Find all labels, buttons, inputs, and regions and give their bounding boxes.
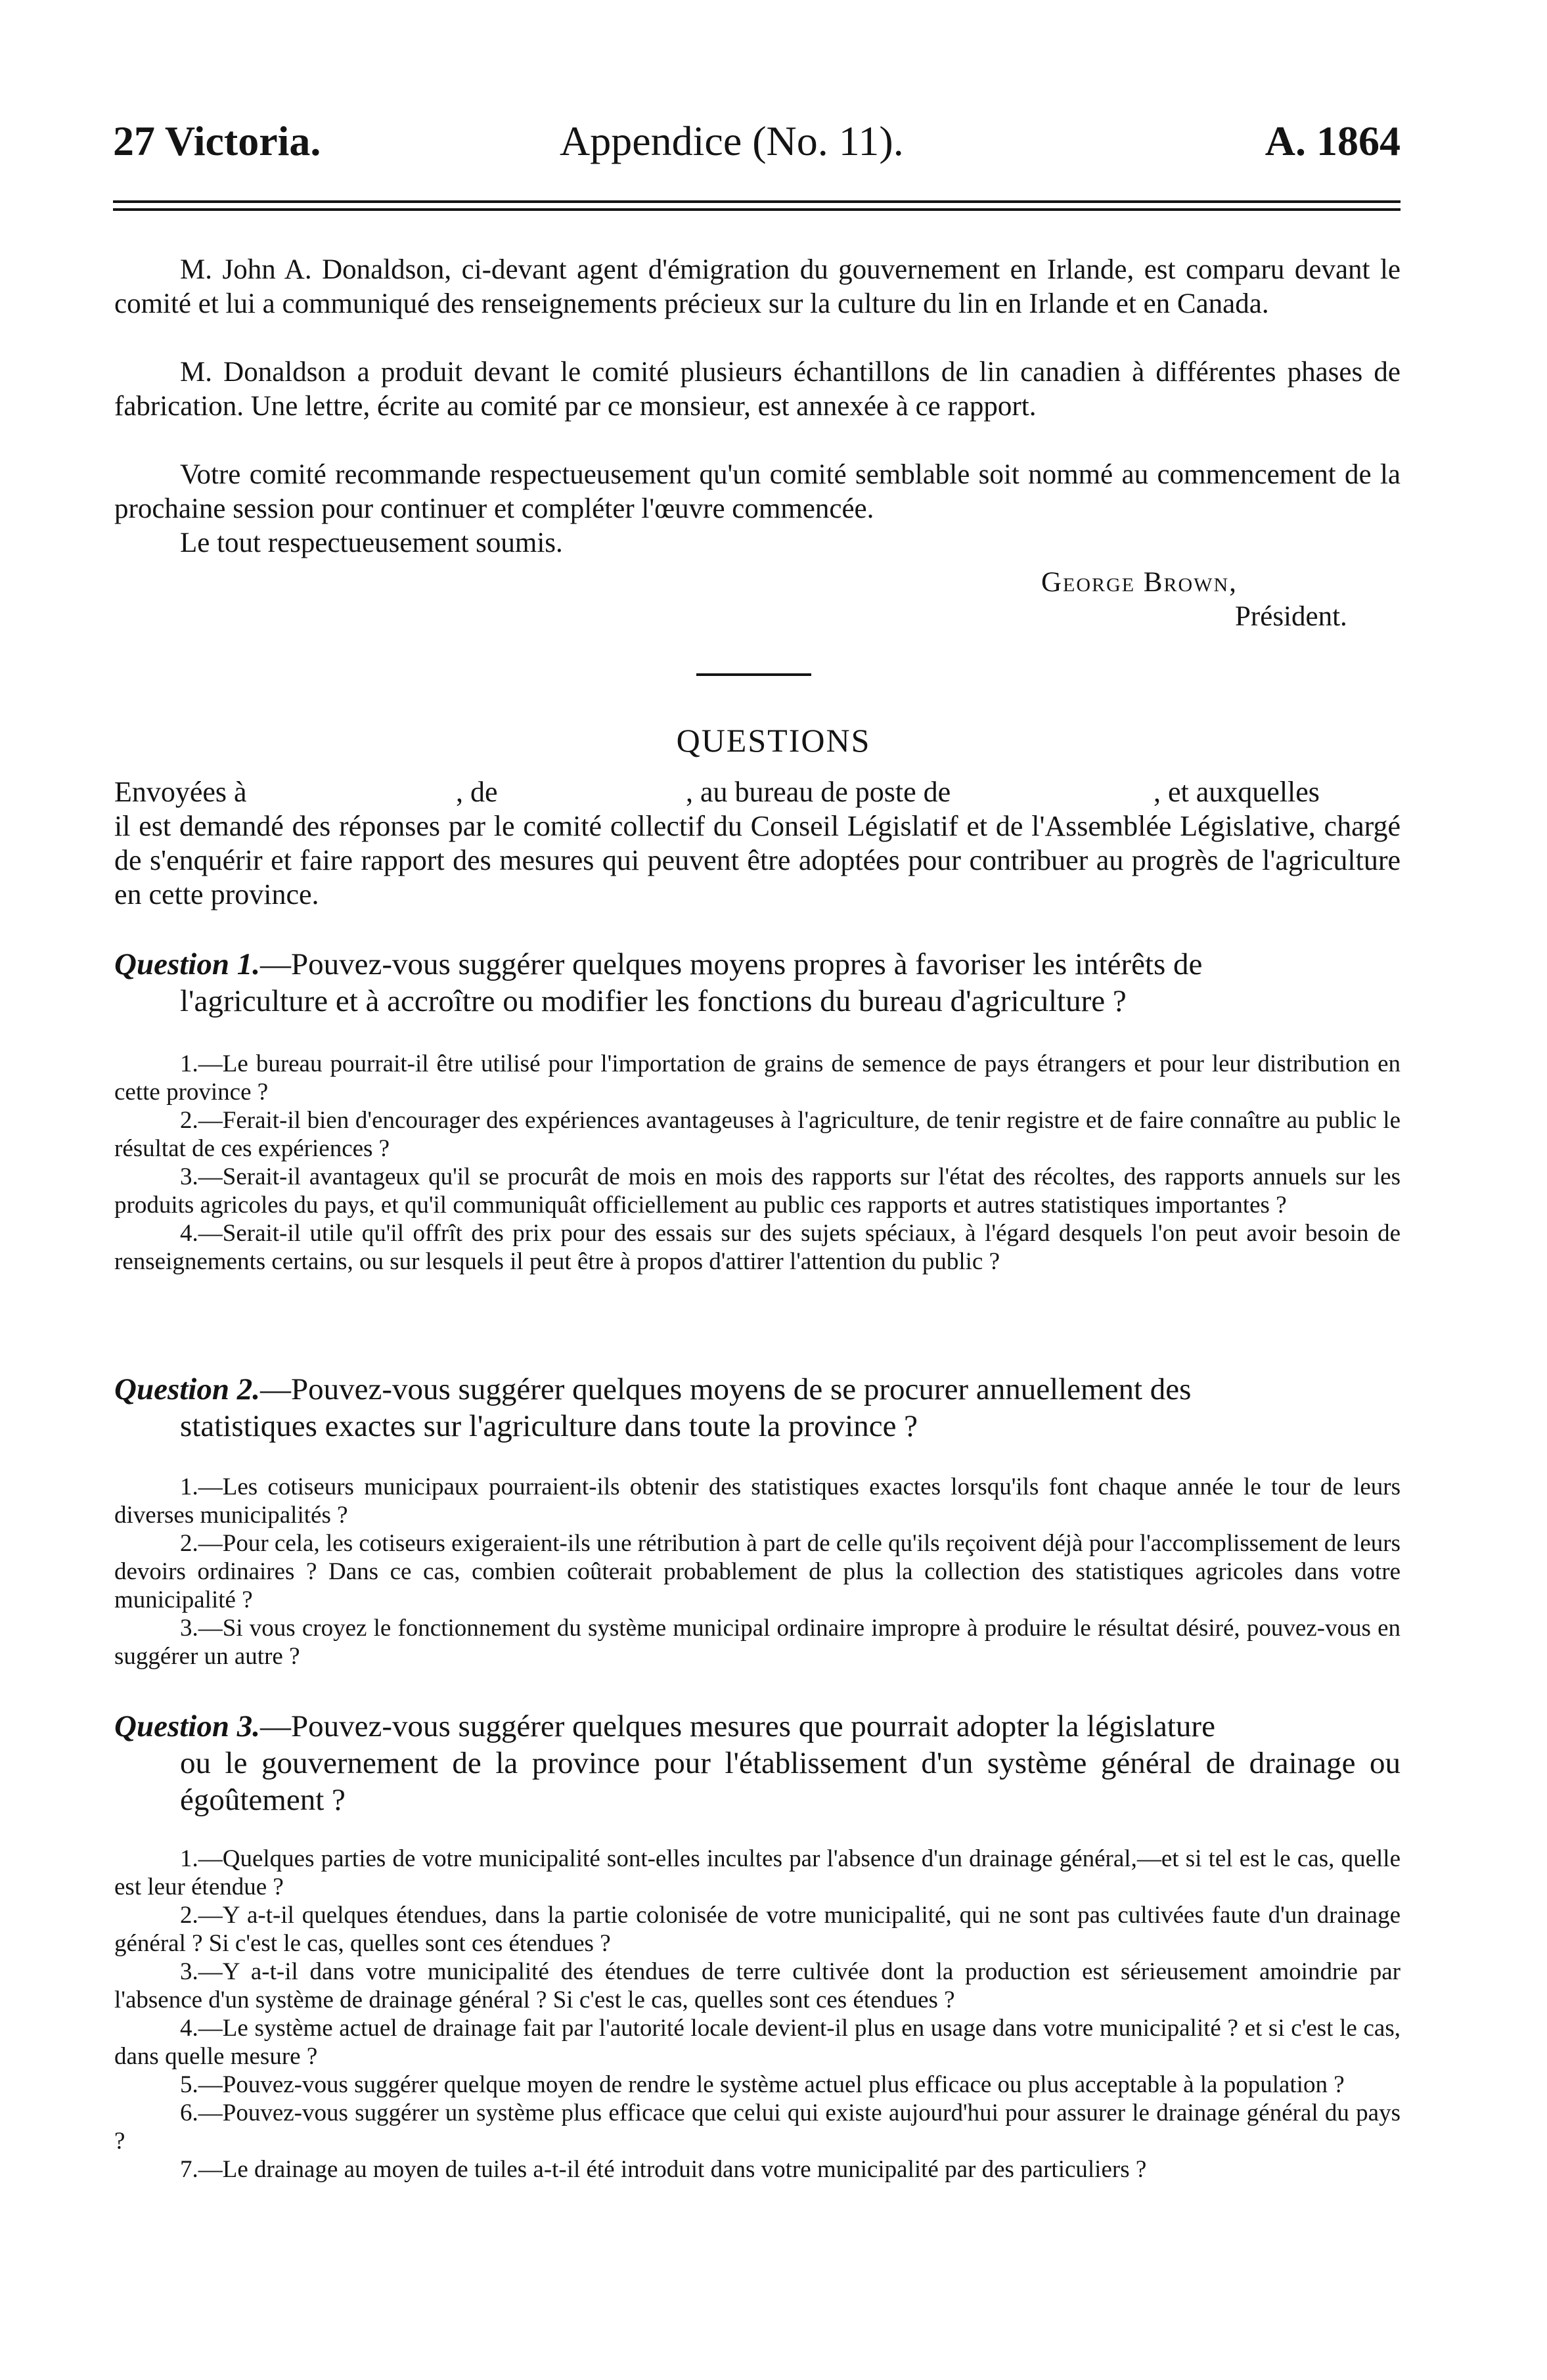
- question-1-heading: [114, 946, 1401, 1020]
- header-year: A. 1864: [1265, 118, 1401, 164]
- question-2-heading: [114, 1371, 1401, 1445]
- question-1-label: Question 1.: [114, 947, 260, 981]
- question-1-text-cont: l'agriculture et à accroître ou modifier les fonctions du bureau d'agriculture ?: [180, 984, 1127, 1018]
- question-1-items: [114, 1050, 1401, 1276]
- sent-to-first-line: [114, 775, 1401, 809]
- question-3-heading: [114, 1708, 1401, 1818]
- header-rule-top: [113, 200, 1401, 203]
- question-3-text: —Pouvez-vous suggérer quelques mesures que pourrait adopter la législature: [260, 1709, 1215, 1743]
- sent-to-part-3: , au bureau de poste de: [686, 776, 951, 808]
- signature-name: George Brown,: [1041, 567, 1238, 598]
- list-item: 2.—Pour cela, les cotiseurs exigeraient-ils une rétribution à part de celle qu'ils reçoivent déjà pour l'accomplissement de leurs devoirs ordinaires ? Dans ce cas, combien coûterait probablement de plus la collection des statistiques agricoles dans votre municipalité ?: [114, 1530, 1401, 1613]
- question-3-text-cont: ou le gouvernement de la province pour l'établissement d'un système général de drainage ou égoûtement ?: [180, 1746, 1401, 1817]
- question-3-items: [114, 1845, 1401, 2184]
- question-1-text: —Pouvez-vous suggérer quelques moyens propres à favoriser les intérêts de: [260, 947, 1203, 981]
- question-2-text: —Pouvez-vous suggérer quelques moyens de se procurer annuellement des: [260, 1372, 1192, 1406]
- list-item: 6.—Pouvez-vous suggérer un système plus efficace que celui qui existe aujourd'hui pour assurer le drainage général du pays ?: [114, 2099, 1401, 2155]
- list-item: 3.—Si vous croyez le fonctionnement du système municipal ordinaire impropre à produire le résultat désiré, pouvez-vous en suggérer un autre ?: [114, 1615, 1401, 1670]
- list-item: 7.—Le drainage au moyen de tuiles a-t-il été introduit dans votre municipalité par des particuliers ?: [180, 2156, 1147, 2183]
- list-item: 4.—Le système actuel de drainage fait par l'autorité locale devient-il plus en usage dans votre municipalité ? et si c'est le cas, dans quelle mesure ?: [114, 2015, 1401, 2070]
- sent-to-part-1: Envoyées à: [114, 776, 247, 808]
- question-2-items: [114, 1473, 1401, 1671]
- intro-paragraph-3: Votre comité recommande respectueusement qu'un comité semblable soit nommé au commencement de la prochaine session pour continuer et compléter l'œuvre commencée.: [114, 459, 1401, 524]
- intro-paragraph-1: M. John A. Donaldson, ci-devant agent d'émigration du gouvernement en Irlande, est comparu devant le comité et lui a communiqué des renseignements précieux sur la culture du lin en Irlande et en Canada.: [114, 254, 1401, 319]
- list-item: 5.—Pouvez-vous suggérer quelque moyen de rendre le système actuel plus efficace ou plus acceptable à la population ?: [180, 2071, 1345, 2098]
- list-item: 1.—Les cotiseurs municipaux pourraient-ils obtenir des statistiques exactes lorsqu'ils font chaque année le tour de leurs diverses municipalités ?: [114, 1473, 1401, 1529]
- intro-paragraph-4: Le tout respectueusement soumis.: [180, 528, 563, 558]
- list-item: 1.—Quelques parties de votre municipalité sont-elles incultes par l'absence d'un drainage général,—et si tel est le cas, quelle est leur étendue ?: [114, 1845, 1401, 1900]
- header-rule-bottom: [113, 208, 1401, 211]
- question-2-label: Question 2.: [114, 1372, 260, 1406]
- list-item: 3.—Y a-t-il dans votre municipalité des étendues de terre cultivée dont la production est sérieusement amoindrie par l'absence d'un système de drainage général ? Si c'est le cas, quelles sont ces étendues ?: [114, 1958, 1401, 2013]
- list-item: 2.—Y a-t-il quelques étendues, dans la partie colonisée de votre municipalité, qui ne sont pas cultivées faute d'un drainage général ? Si c'est le cas, quelles sont ces étendues ?: [114, 1902, 1401, 1957]
- intro-paragraph-2: M. Donaldson a produit devant le comité plusieurs échantillons de lin canadien à différentes phases de fabrication. Une lettre, écrite au comité par ce monsieur, est annexée à ce rapport.: [114, 357, 1401, 422]
- signature-title: Président.: [1235, 601, 1347, 632]
- question-2-text-cont: statistiques exactes sur l'agriculture dans toute la province ?: [180, 1409, 918, 1443]
- questions-title: QUESTIONS: [676, 722, 871, 759]
- sent-to-part-2: , de: [456, 776, 498, 808]
- list-item: 2.—Ferait-il bien d'encourager des expériences avantageuses à l'agriculture, de tenir registre et de faire connaître au public le résultat de ces expériences ?: [114, 1107, 1401, 1162]
- header-session: 27 Victoria.: [113, 118, 321, 164]
- page-header: [113, 117, 1401, 183]
- section-divider: [696, 673, 811, 676]
- sent-to-rest: il est demandé des réponses par le comité collectif du Conseil Législatif et de l'Assemblée Législative, chargé de s'enquérir et faire rapport des mesures qui peuvent être adoptées pour contribuer au progrès de l'agriculture en cette province.: [114, 810, 1401, 910]
- list-item: 3.—Serait-il avantageux qu'il se procurât de mois en mois des rapports sur l'état des récoltes, des rapports annuels sur les produits agricoles du pays, et qu'il communiquât officiellement au public ces rapports et autres statistiques importantes ?: [114, 1163, 1401, 1219]
- sent-to-paragraph: [114, 775, 1401, 912]
- header-appendix: Appendice (No. 11).: [560, 118, 904, 164]
- list-item: 1.—Le bureau pourrait-il être utilisé pour l'importation de grains de semence de pays étrangers et pour leur distribution en cette province ?: [114, 1050, 1401, 1106]
- sent-to-part-4: , et auxquelles: [1154, 776, 1320, 808]
- list-item: 4.—Serait-il utile qu'il offrît des prix pour des essais sur des sujets spéciaux, à l'égard desquels l'on peut avoir besoin de renseignements certains, ou sur lesquels il peut être à propos d'attirer l'attention du public ?: [114, 1220, 1401, 1275]
- question-3-label: Question 3.: [114, 1709, 260, 1743]
